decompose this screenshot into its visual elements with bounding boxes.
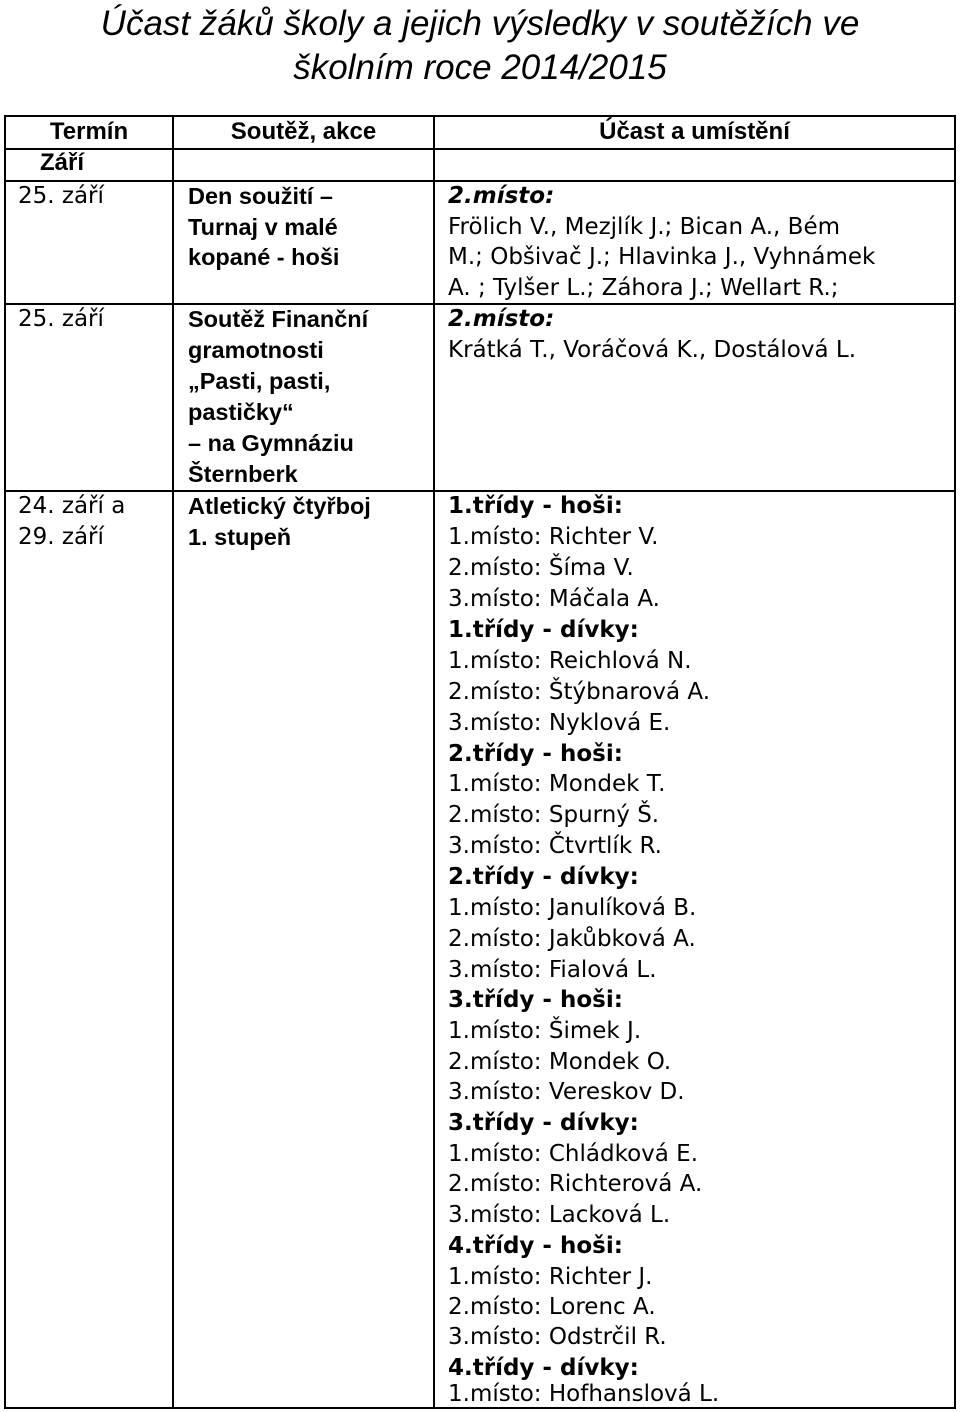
group-label: 3.třídy - hoši: [448,987,623,1013]
column-divider-2 [433,116,435,1408]
row-competition: – na Gymnáziu [188,430,354,456]
header-result: Účast a umístění [599,118,790,145]
header-divider [4,148,956,150]
row-term: 24. září a [18,493,126,519]
place-line: 2.místo: Štýbnarová A. [448,679,711,705]
place-line: 2.místo: Spurný Š. [448,802,660,828]
header-term: Termín [49,118,129,145]
place-line: 2.místo: Lorenc A. [448,1294,656,1320]
row-term: 29. září [18,524,104,550]
place-line: 3.místo: Lacková L. [448,1202,671,1228]
row-competition: kopané - hoši [188,244,340,270]
place-line: 1.místo: Hofhanslová L. [448,1381,720,1407]
row-result-line: A. ; Tylšer L.; Záhora J.; Wellart R.; [448,274,839,301]
row-result-line: Krátká T., Voráčová K., Dostálová L. [448,337,857,363]
place-line: 3.místo: Nyklová E. [448,710,671,736]
group-label: 3.třídy - dívky: [448,1110,639,1136]
place-line: 1.místo: Mondek T. [448,771,666,797]
row-competition: „Pasti, pasti, [188,368,331,394]
row-competition: pastičky“ [188,399,294,425]
place-line: 3.místo: Máčala A. [448,586,660,612]
group-label: 2.třídy - hoši: [448,741,623,767]
row-term: 25. září [18,183,104,209]
title-line-2: školním roce 2014/2015 [293,48,667,87]
month-label: Září [40,149,85,176]
place-line: 1.místo: Richter J. [448,1264,653,1290]
place-line: 2.místo: Richterová A. [448,1171,703,1197]
place-line: 3.místo: Čtvrtlík R. [448,833,662,859]
place-line: 3.místo: Fialová L. [448,957,657,983]
place-line: 1.místo: Reichlová N. [448,648,692,674]
place-line: 2.místo: Mondek O. [448,1049,672,1075]
row-result-heading: 2.místo: [448,183,555,209]
row-result-line: Frölich V., Mezjlík J.; Bican A., Bém [448,213,841,240]
row-result-line: M.; Obšivač J.; Hlavinka J., Vyhnámek [448,244,876,270]
row-competition: Atletický čtyřboj [188,493,371,519]
row-competition: Turnaj v malé [188,213,338,240]
row-competition: gramotnosti [188,337,324,363]
row-result-heading: 2.místo: [448,306,555,332]
column-divider-1 [172,116,174,1408]
header-competition: Soutěž, akce [230,118,377,145]
row-competition: Soutěž Finanční [188,306,369,332]
row-competition: Den soužití – [188,183,333,209]
place-line: 1.místo: Chládková E. [448,1141,699,1167]
group-label: 1.třídy - hoši: [448,493,623,519]
place-line: 1.místo: Šimek J. [448,1018,642,1044]
row-competition: 1. stupeň [188,524,292,550]
place-line: 2.místo: Šíma V. [448,555,634,581]
group-label: 2.třídy - dívky: [448,864,639,890]
title-line-1: Účast žáků školy a jejich výsledky v soutěžích ve [100,4,860,43]
group-label: 1.třídy - dívky: [448,617,639,643]
place-line: 1.místo: Janulíková B. [448,895,697,921]
row-term: 25. září [18,306,104,332]
place-line: 3.místo: Odstrčil R. [448,1324,667,1350]
place-line: 2.místo: Jakůbková A. [448,926,696,952]
place-line: 1.místo: Richter V. [448,524,659,550]
row-competition: Šternberk [188,461,298,487]
place-line: 3.místo: Vereskov D. [448,1079,685,1105]
group-label: 4.třídy - dívky: [448,1355,639,1381]
group-label: 4.třídy - hoši: [448,1233,623,1259]
